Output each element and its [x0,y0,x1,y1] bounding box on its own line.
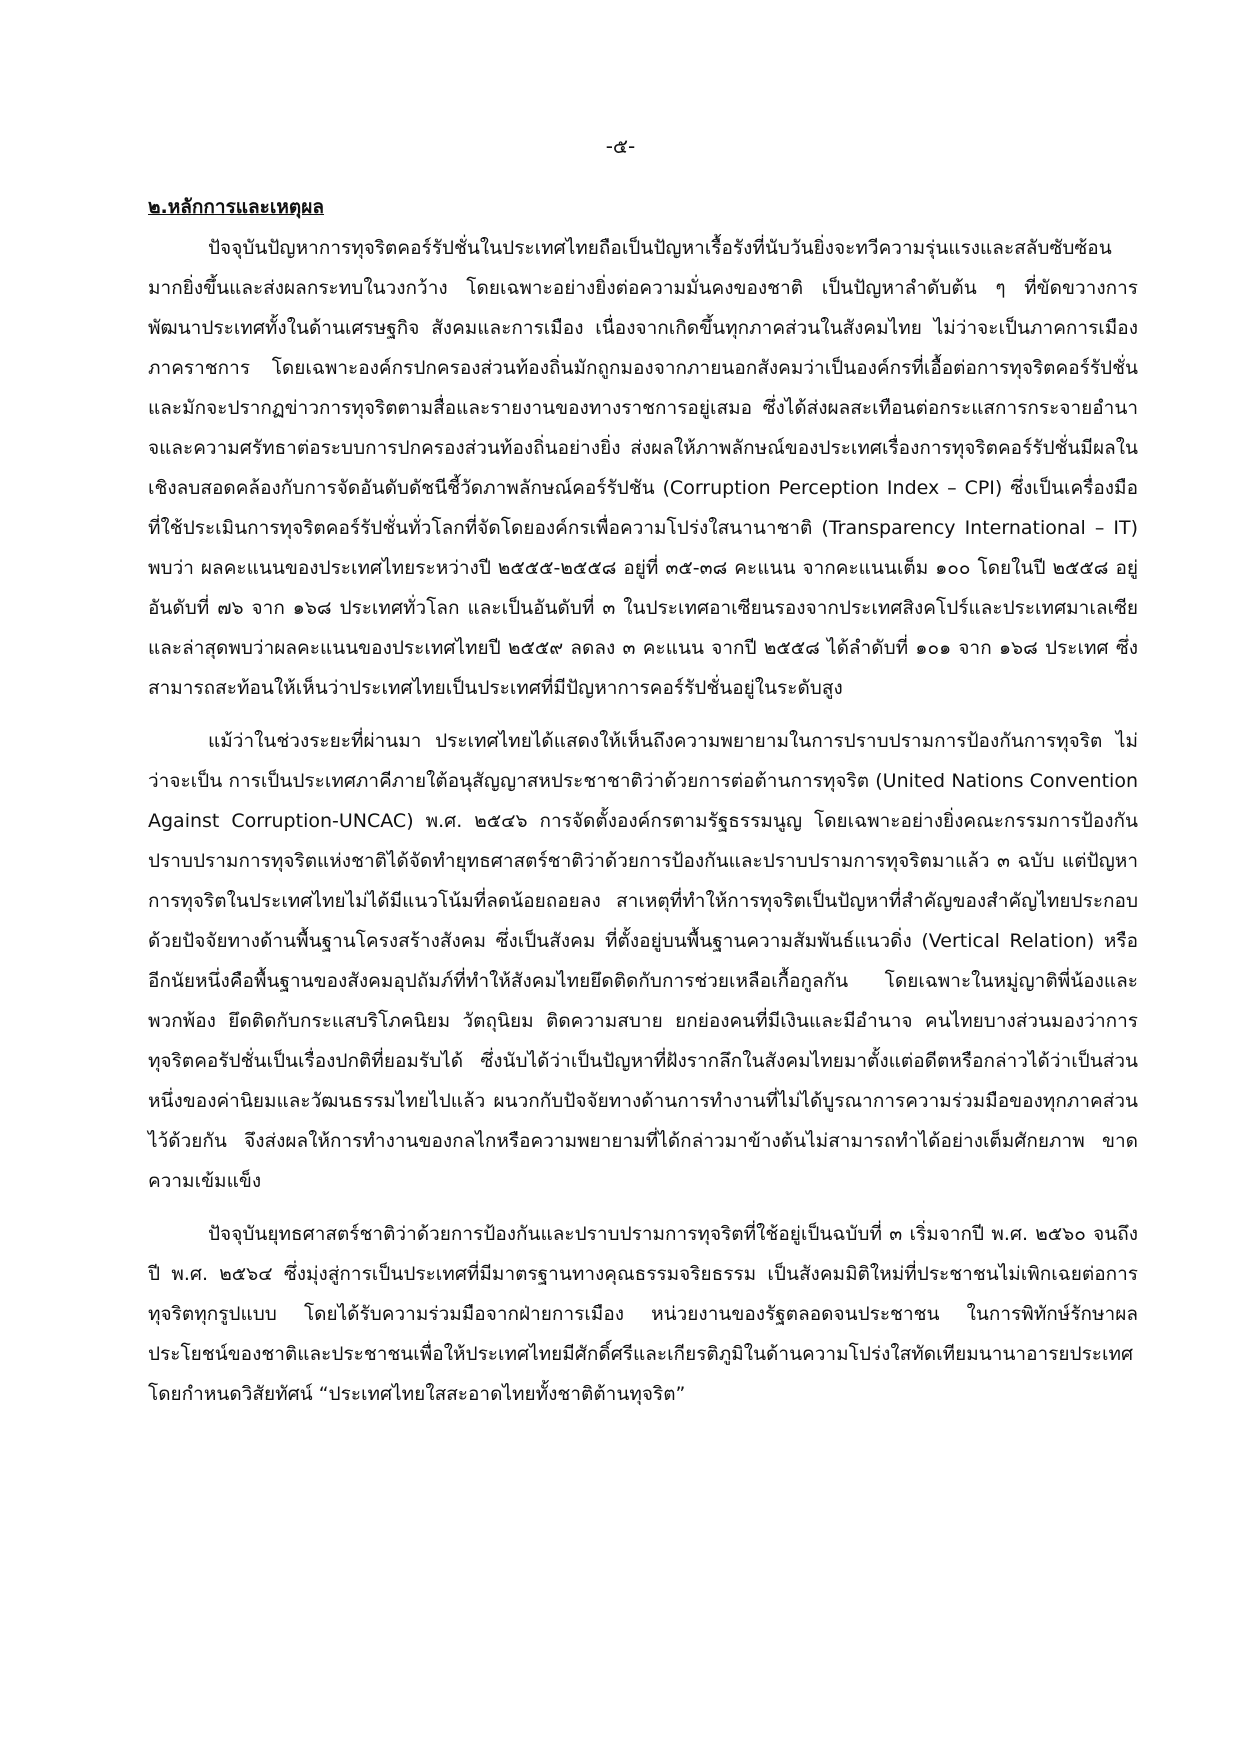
body-text [148,228,1138,1414]
paragraph-3: ปัจจุบันยุทธศาสตร์ชาติว่าด้วยการป้องกันและปราบปรามการทุจริตที่ใช้อยู่เป็นฉบับที่ ๓ เริ่มจากปี พ.ศ. ๒๕๖๐ จนถึงปี พ.ศ. ๒๕๖๔ ซึ่งมุ่งสู่การเป็นประเทศที่มีมาตรฐานทางคุณธรรมจริยธรรม เป็นสังคมมิติใหม่ที่ประชาชนไม่เพิกเฉยต่อการทุจริตทุกรูปแบบ โดยได้รับความร่วมมือจากฝ่ายการเมือง หน่วยงานของรัฐตลอดจนประชาชน ในการพิทักษ์รักษาผลประโยชน์ของชาติและประชาชนเพื่อให้ประเทศไทยมีศักดิ์ศรีและเกียรติภูมิในด้านความโปร่งใสทัดเทียมนานาอารยประเทศโดยกำหนดวิสัยทัศน์ “ประเทศไทยใสสะอาดไทยทั้งชาติต้านทุจริต” [148,1223,1138,1405]
section-heading: ๒.หลักการและเหตุผล [148,196,325,218]
page-number: -๕- [605,134,636,158]
paragraph-1: ปัจจุบันปัญหาการทุจริตคอร์รัปชั่นในประเทศไทยถือเป็นปัญหาเรื้อรังที่นับวันยิ่งจะทวีความรุ่นแรงและสลับซับซ้อนมากยิ่งขึ้นและส่งผลกระทบในวงกว้าง โดยเฉพาะอย่างยิ่งต่อความมั่นคงของชาติ เป็นปัญหาลำดับต้น ๆ ที่ขัดขวางการพัฒนาประเทศทั้งในด้านเศรษฐกิจ สังคมและการเมือง เนื่องจากเกิดขึ้นทุกภาคส่วนในสังคมไทย ไม่ว่าจะเป็นภาคการเมือง ภาคราชการ โดยเฉพาะองค์กรปกครองส่วนท้องถิ่นมักถูกมองจากภายนอกสังคมว่าเป็นองค์กรที่เอื้อต่อการทุจริตคอร์รัปชั่นและมักจะปรากฏข่าวการทุจริตตามสื่อและรายงานของทางราชการอยู่เสมอ ซึ่งได้ส่งผลสะเทือนต่อกระแสการกระจายอำนาจและความศรัทธาต่อระบบการปกครองส่วนท้องถิ่นอย่างยิ่ง ส่งผลให้ภาพลักษณ์ของประเทศเรื่องการทุจริตคอร์รัปชั่นมีผลในเชิงลบสอดคล้องกับการจัดอันดับดัชนีชี้วัดภาพลักษณ์คอร์รัปชัน (Corruption Perception Index – CPI) ซึ่งเป็นเครื่องมือที่ใช้ประเมินการทุจริตคอร์รัปชั่นทั่วโลกที่จัดโดยองค์กรเพื่อความโปร่งใสนานาชาติ (Transparency International – IT) พบว่า ผลคะแนนของประเทศไทยระหว่างปี ๒๕๕๕-๒๕๕๘ อยู่ที่ ๓๕-๓๘ คะแนน จากคะแนนเต็ม ๑๐๐ โดยในปี ๒๕๕๘ อยู่อันดับที่ ๗๖ จาก ๑๖๘ ประเทศทั่วโลก และเป็นอันดับที่ ๓ ในประเทศอาเซียนรองจากประเทศสิงคโปร์และประเทศมาเลเซีย และล่าสุดพบว่าผลคะแนนของประเทศไทยปี ๒๕๕๙ ลดลง ๓ คะแนน จากปี ๒๕๕๘ ได้ลำดับที่ ๑๐๑ จาก ๑๖๘ ประเทศ ซึ่งสามารถสะท้อนให้เห็นว่าประเทศไทยเป็นประเทศที่มีปัญหาการคอร์รัปชั่นอยู่ในระดับสูง [148,237,1138,699]
paragraph-2: แม้ว่าในช่วงระยะที่ผ่านมา ประเทศไทยได้แสดงให้เห็นถึงความพยายามในการปราบปรามการป้องกันการทุจริต ไม่ว่าจะเป็น การเป็นประเทศภาคีภายใต้อนุสัญญาสหประชาชาติว่าด้วยการต่อต้านการทุจริต (United Nations Convention Against Corruption-UNCAC) พ.ศ. ๒๕๔๖ การจัดตั้งองค์กรตามรัฐธรรมนูญ โดยเฉพาะอย่างยิ่งคณะกรรมการป้องกันปราบปรามการทุจริตแห่งชาติได้จัดทำยุทธศาสตร์ชาติว่าด้วยการป้องกันและปราบปรามการทุจริตมาแล้ว ๓ ฉบับ แต่ปัญหาการทุจริตในประเทศไทยไม่ได้มีแนวโน้มที่ลดน้อยถอยลง สาเหตุที่ทำให้การทุจริตเป็นปัญหาที่สำคัญของสำคัญไทยประกอบด้วยปัจจัยทางด้านพื้นฐานโครงสร้างสังคม ซึ่งเป็นสังคม ที่ตั้งอยู่บนพื้นฐานความสัมพันธ์แนวดิ่ง (Vertical Relation) หรืออีกนัยหนึ่งคือพื้นฐานของสังคมอุปถัมภ์ที่ทำให้สังคมไทยยึดติดกับการช่วยเหลือเกื้อกูลกัน โดยเฉพาะในหมู่ญาติพี่น้องและพวกพ้อง ยึดติดกับกระแสบริโภคนิยม วัตถุนิยม ติดความสบาย ยกย่องคนที่มีเงินและมีอำนาจ คนไทยบางส่วนมองว่าการทุจริตคอรัปชั่นเป็นเรื่องปกติที่ยอมรับได้ ซึ่งนับได้ว่าเป็นปัญหาที่ฝังรากลึกในสังคมไทยมาตั้งแต่อดีตหรือกล่าวได้ว่าเป็นส่วนหนึ่งของค่านิยมและวัฒนธรรมไทยไปแล้ว ผนวกกับปัจจัยทางด้านการทำงานที่ไม่ได้บูรณาการความร่วมมือของทุกภาคส่วนไว้ด้วยกัน จึงส่งผลให้การทำงานของกลไกหรือความพยายามที่ได้กล่าวมาข้างต้นไม่สามารถทำได้อย่างเต็มศักยภาพ ขาดความเข้มแข็ง [148,730,1138,1192]
